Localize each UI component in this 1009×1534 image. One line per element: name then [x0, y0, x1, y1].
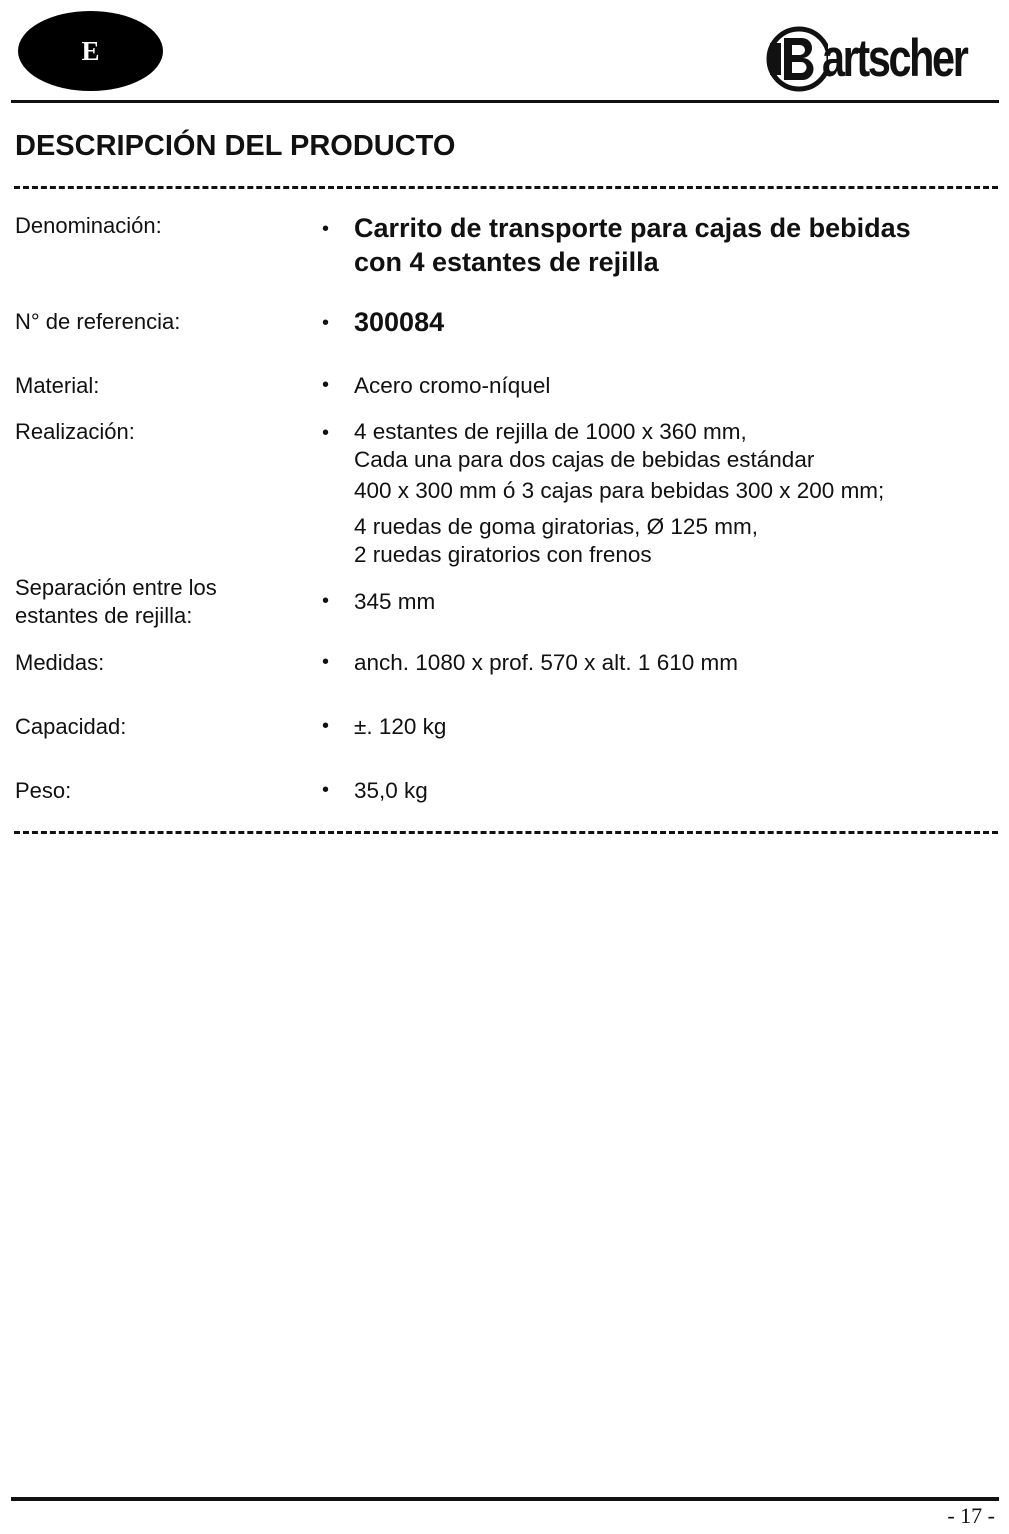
page-title: DESCRIPCIÓN DEL PRODUCTO: [15, 130, 456, 162]
language-badge: [18, 11, 163, 91]
header-rule: [11, 100, 999, 103]
value-capacidad: ±. 120 kg: [354, 714, 447, 739]
value-separacion: 345 mm: [354, 589, 436, 614]
value-denominacion-line-2: con 4 estantes de rejilla: [354, 247, 659, 277]
value-peso: 35,0 kg: [354, 778, 428, 803]
label-material: Material:: [15, 373, 100, 398]
value-realizacion-line-1: 4 estantes de rejilla de 1000 x 360 mm,: [354, 419, 747, 444]
label-peso: Peso:: [15, 778, 72, 803]
value-realizacion-line-5: 2 ruedas giratorios con frenos: [354, 542, 652, 567]
value-medidas: anch. 1080 x prof. 570 x alt. 1 610 mm: [354, 650, 738, 675]
label-denominacion: Denominación:: [15, 213, 162, 238]
bartscher-logo: [766, 24, 1007, 94]
bullet-icon: •: [322, 779, 330, 801]
label-referencia: N° de referencia:: [15, 309, 181, 334]
bullet-icon: •: [322, 651, 330, 673]
value-referencia: 300084: [354, 307, 445, 337]
value-realizacion-line-2: Cada una para dos cajas de bebidas estándar: [354, 447, 815, 472]
label-separacion-line-2: estantes de rejilla:: [15, 603, 193, 628]
label-separacion-line-1: Separación entre los: [15, 575, 217, 600]
bullet-icon: •: [322, 218, 330, 240]
bullet-icon: •: [322, 715, 330, 737]
bullet-icon: •: [322, 312, 330, 334]
dashed-divider-bottom: [14, 831, 998, 836]
logo-b-mark: [766, 26, 828, 92]
bullet-icon: •: [322, 374, 330, 396]
language-badge-label: E: [81, 35, 100, 66]
label-medidas: Medidas:: [15, 650, 105, 675]
label-realizacion: Realización:: [15, 419, 135, 444]
bullet-icon: •: [322, 590, 330, 612]
bullet-icon: •: [322, 422, 330, 444]
value-denominacion-line-1: Carrito de transporte para cajas de bebidas: [354, 213, 911, 243]
label-capacidad: Capacidad:: [15, 714, 127, 739]
value-material: Acero cromo-níquel: [354, 373, 551, 398]
page-number: - 17 -: [947, 1503, 995, 1528]
value-realizacion-line-3: 400 x 300 mm ó 3 cajas para bebidas 300 x 200 mm;: [354, 478, 885, 503]
dashed-divider-top: [14, 186, 998, 191]
logo-wordmark: artscher: [822, 29, 967, 88]
value-realizacion-line-4: 4 ruedas de goma giratorias, Ø 125 mm,: [354, 514, 758, 539]
footer-rule: [11, 1497, 999, 1501]
